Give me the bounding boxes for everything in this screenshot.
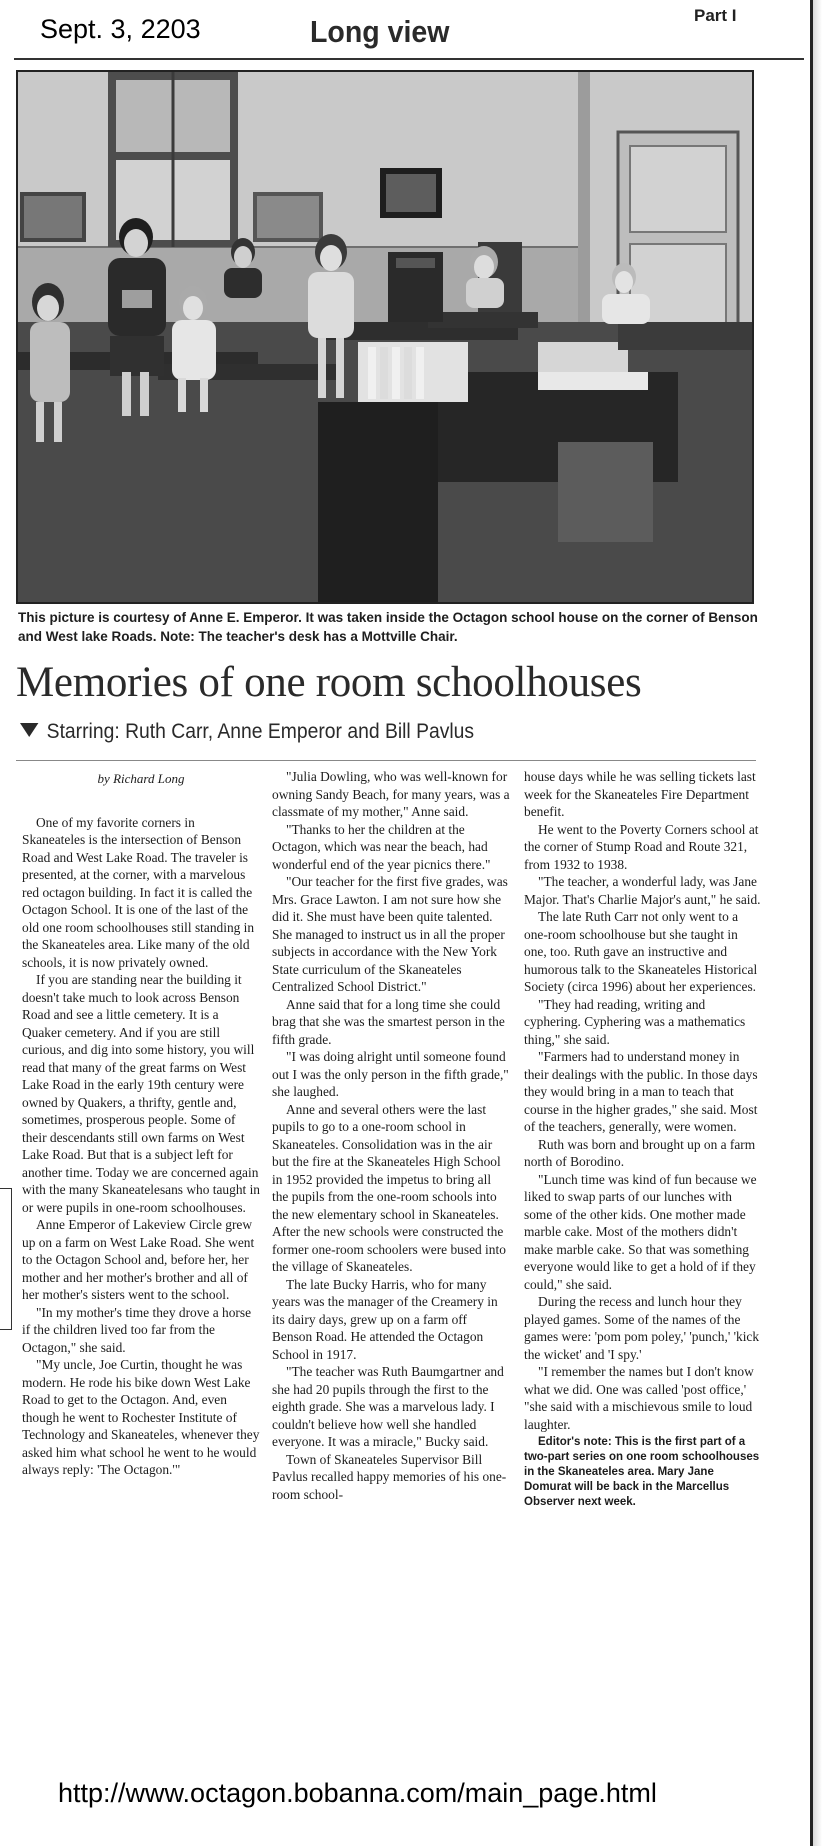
- paragraph: The late Bucky Harris, who for many years was the manager of the Creamery in its dairy days, grew up on a farm off Benson Road. He attended the Octagon School in 1917.: [272, 1276, 498, 1362]
- article-deck: [20, 720, 474, 744]
- part-label: Part I: [694, 6, 737, 25]
- column-3: [524, 768, 762, 1510]
- photo-caption: This picture is courtesy of Anne E. Emperor. It was taken inside the Octagon school house on the corner of Benson and West lake Roads. Note: The teacher's desk has a Mottville Chair.: [18, 610, 758, 644]
- column-1: [22, 768, 260, 1479]
- paragraph: "My uncle, Joe Curtin, thought he was modern. He rode his bike down West Lake Road to get to the Octagon. And, even though he went to Rochester Institute of Technology and Skaneateles, whenever they asked him what school he went to he would always reply: 'The Octagon.'": [22, 1357, 260, 1477]
- page-header: [0, 0, 806, 60]
- paragraph: "Farmers had to understand money in their dealings with the public. In those days they would bring in a man to teach that course in the higher grades," she said. Most of the teachers, generally, were women.: [524, 1049, 758, 1134]
- section-title: Long view: [310, 14, 450, 49]
- paragraph: "Our teacher for the first five grades, was Mrs. Grace Lawton. I am not sure how she did it. She must have been quite talented. She managed to instruct us in all the proper subjects in accordance with the New York State curriculum of the Skaneateles Centralized School District.": [272, 874, 508, 994]
- paragraph: Town of Skaneateles Supervisor Bill Pavlus recalled happy memories of his one-room school-: [272, 1451, 507, 1502]
- paragraph: Anne Emperor of Lakeview Circle grew up on a farm on West Lake Road. She went to the Octagon School and, before her, her mother and her mother's brother and all of her mother's sisters went to the school.: [22, 1217, 255, 1302]
- paragraph: "The teacher, a wonderful lady, was Jane Major. That's Charlie Major's aunt," he said.: [524, 874, 761, 907]
- paragraph: "I was doing alright until someone found out I was the only person in the fifth grade," she laughed.: [272, 1049, 509, 1099]
- paragraph: He went to the Poverty Corners school at the corner of Stump Road and Route 321, from 1932 to 1938.: [524, 821, 759, 872]
- paragraph: house days while he was selling tickets last week for the Skaneateles Fire Department benefit.: [524, 769, 756, 819]
- paragraph: "In my mother's time they drove a horse if the children lived too far from the Octagon," she said.: [22, 1304, 252, 1355]
- paragraph: Anne and several others were the last pupils to go to a one-room school in Skaneateles. Consolidation was in the air but the fire at the Skaneateles High School in 1952 provided the impetus to bring all the pupils from the one-room schools into the new elementary school in Skaneateles. After the new schools were constructed the former one-room schoolers were bused into the village of Skaneateles.: [272, 1101, 506, 1274]
- paragraph: During the recess and lunch hour they played games. Some of the names of the games were: 'pom pom poley,' 'punch,' 'kick the wicket' and 'I spy.': [524, 1294, 760, 1362]
- paragraph: If you are standing near the building it doesn't take much to look across Benson Road and see a little cemetery. It is a Quaker cemetery. And if you are still curious, and dig into some history, you will read that many of the great farms on West Lake Road in the early 19th century were owned by Quakers, a thrifty, gentle and, sometimes, prosperous people. Some of their descendants still own farms on West Lake Road. But that is a subject left for another time. Today we are concerned again with the many Skaneatelesans who taught in or were pupils in one-room schoolhouses.: [22, 972, 261, 1215]
- paragraph: "They had reading, writing and cyphering. Cyphering was a mathematics thing," she said.: [524, 996, 746, 1047]
- editors-note: Editor's note: This is the first part of a two-part series on one room schoolhouses in the Skaneateles area. Mary Jane Domurat will be back in the Marcellus Observer next week.: [524, 1436, 760, 1508]
- header-rule: [14, 58, 804, 60]
- issue-date: Sept. 3, 2203: [40, 14, 201, 44]
- triangle-down-icon: [20, 723, 38, 737]
- margin-bracket: [0, 1188, 12, 1330]
- paragraph: The late Ruth Carr not only went to a one-room schoolhouse but she taught in one, too. Ruth gave an instructive and humorous talk to the Skaneateles Historical Society (circa 1996) about her experiences.: [524, 909, 758, 994]
- paragraph: "Lunch time was kind of fun because we liked to swap parts of our lunches with some of the other kids. One mother made marble cake. Most of the mothers didn't make marble cake. So that was something everyone would like to get a hold of if they could," she said.: [524, 1171, 757, 1292]
- byline: by Richard Long: [97, 771, 185, 786]
- paragraph: One of my favorite corners in Skaneateles is the intersection of Benson Road and West Lake Road. The traveler is presented, at the corner, with a marvelous red octagon building. In fact it is called the Octagon School. It is one of the last of the old one room schoolhouses still standing in the Skaneateles area. Like many of the old schools, it is now privately owned.: [22, 814, 255, 970]
- article-headline: Memories of one room schoolhouses: [16, 659, 642, 706]
- deck-text: Starring: Ruth Carr, Anne Emperor and Bill Pavlus: [46, 720, 475, 743]
- classroom-photo: [16, 70, 754, 604]
- paragraph: "Thanks to her the children at the Octagon, which was near the beach, had wonderful end of the year picnics there.": [272, 821, 491, 872]
- source-url: http://www.octagon.bobanna.com/main_page.html: [58, 1778, 657, 1808]
- column-2: [272, 768, 510, 1503]
- paragraph: "I remember the names but I don't know what we did. One was called 'post office,' "she said with a mischievous smile to loud laughter.: [524, 1364, 754, 1432]
- paragraph: "Julia Dowling, who was well-known for owning Sandy Beach, for many years, was a classmate of my mother," Anne said.: [272, 769, 510, 819]
- paragraph: "The teacher was Ruth Baumgartner and she had 20 pupils through the first to the eighth grade. She was a marvelous lady. I couldn't believe how well she handled everyone. It was a miracle," Bucky said.: [272, 1364, 504, 1449]
- paragraph: Anne said that for a long time she could brag that she was the smartest person in the fifth grade.: [272, 996, 505, 1047]
- paper-edge: [804, 0, 830, 1846]
- deck-rule: [16, 760, 756, 761]
- paragraph: Ruth was born and brought up on a farm north of Borodino.: [524, 1136, 756, 1169]
